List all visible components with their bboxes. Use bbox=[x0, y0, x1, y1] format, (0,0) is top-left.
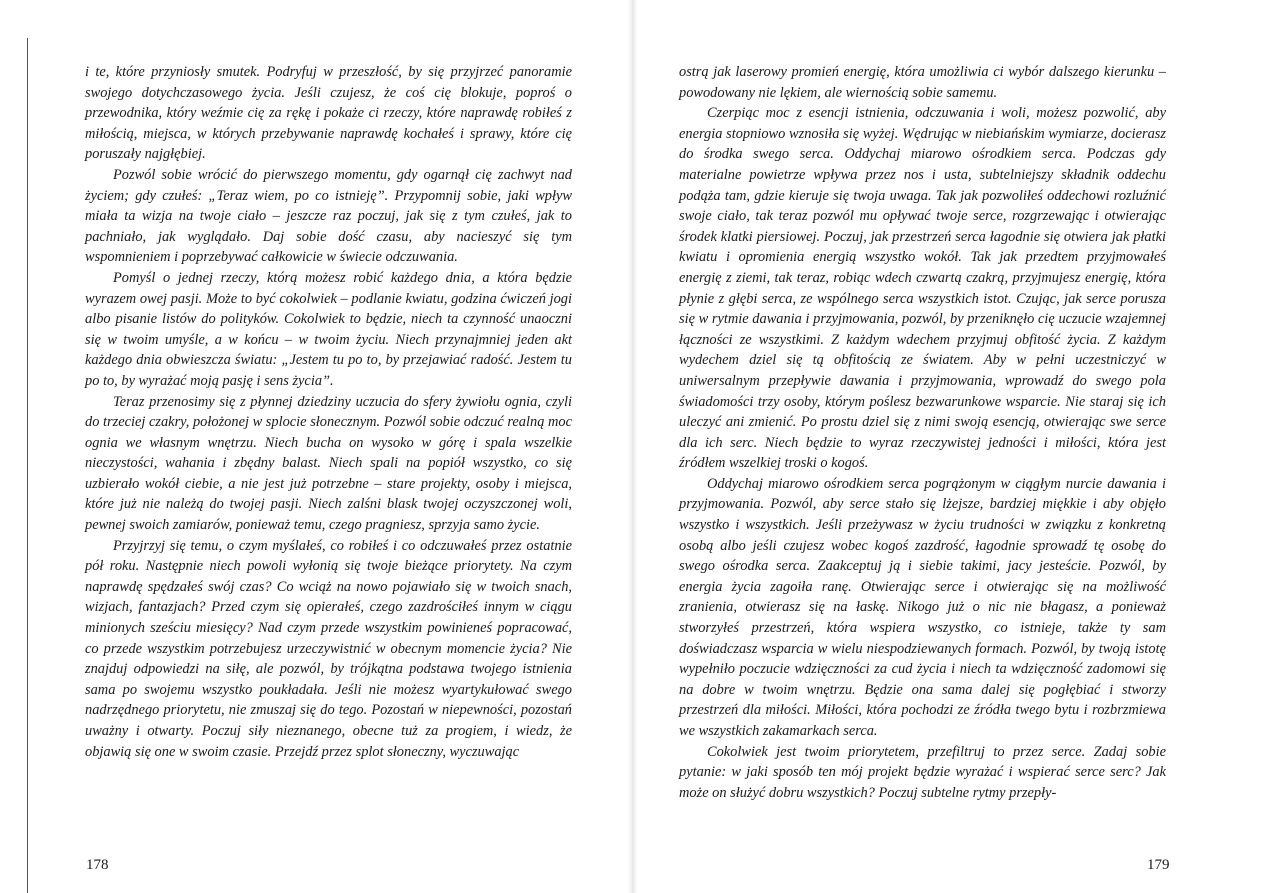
paragraph: ostrą jak laserowy promień energię, która umożliwia ci wybór dalszego kierunku – powodowany nie lękiem, ale wiernością sobie samemu. bbox=[679, 64, 1166, 101]
paragraph: i te, które przyniosły smutek. Podryfuj w przeszłość, by się przyjrzeć panoramie swojego dotychczasowego życia. Jeśli czujesz, że coś cię blokuje, poproś o przewodnika, który weźmie cię za rękę i pokaże ci rzeczy, które naprawdę robiłeś z miłością, miejsca, w których przebywanie naprawdę kochałeś i sprawy, które cię poruszały najgłębiej. bbox=[85, 64, 572, 163]
scan-edge-line bbox=[27, 38, 28, 893]
paragraph: Oddychaj miarowo ośrodkiem serca pogrążonym w ciągłym nurcie dawania i przyjmowania. Pozwól, aby serce stało się lżejsze, bardziej miękkie i aby objęło wszystko i wszystkich. Jeśli przeżywasz w życiu trudności w związku z konkretną osobą albo jeśli czujesz wobec kogoś zazdrość, łagodnie sprowadź tę osobę do swego ośrodka serca. Zaakceptuj ją i siebie takimi, jacy jesteście. Pozwól, by energia życia zagoiła ranę. Otwierając serce i otwierając się na możliwość zranienia, otwierasz się na łaskę. Nikogo już o nic nie błagasz, a ponieważ stworzyłeś przestrzeń, która wspiera wszystko, co istnieje, także ty sam doświadczasz wsparcia w wielu niespodziewanych formach. Pozwól, by twoją istotę wypełniło poczucie wdzięczności za cud życia i niech ta wdzięczność zadomowi się na dobre w twoim wnętrzu. Będzie ona sama dalej się pogłębiać i stworzy przestrzeń dla miłości. Miłości, która pochodzi ze źródła twego bytu i rozbrzmiewa we wszystkich zakamarkach serca. bbox=[679, 475, 1166, 739]
paragraph: Przyjrzyj się temu, o czym myślałeś, co robiłeś i co odczuwałeś przez ostatnie pół roku. Następnie niech powoli wyłonią się twoje bieżące priorytety. Na czym naprawdę spędzałeś swój czas? Co wciąż na nowo pojawiało się w twoich snach, wizjach, fantazjach? Przed czym się opierałeś, czego zazdrościłeś innym w ciągu minionych sześciu miesięcy? Nad czym przede wszystkim powinieneś popracować, co przede wszystkim potrzebujesz urzeczywistnić w obecnym momencie życia? Nie znajduj odpowiedzi na siłę, ale pozwól, by trójkątna podstawa twojego istnienia sama po swojemu wszystko poukładała. Jeśli nie możesz wyartykułować swego nadrzędnego priorytetu, nie zmuszaj się do tego. Pozostań w niepewności, pozostań uważny i otwarty. Poczuj siły nieznanego, obecne tuż za progiem, i wiedz, że objawią się one w swoim czasie. Przejdź przez splot słoneczny, wyczuwając bbox=[85, 537, 572, 760]
paragraph: Pozwól sobie wrócić do pierwszego momentu, gdy ogarnął cię zachwyt nad życiem; gdy czułeś: „Teraz wiem, po co istnieję”. Przypomnij sobie, jaki wpływ miała ta wizja na twoje ciało – jeszcze raz poczuj, jak się z tym czułeś, jak to pachniało, jak wyglądało. Daj sobie dość czasu, aby nacieszyć się tym wspomnieniem i poprzebywać całkowicie w świecie odczuwania. bbox=[85, 166, 572, 266]
book-spine-shadow bbox=[627, 0, 637, 893]
right-page-text bbox=[679, 62, 1166, 803]
paragraph: Cokolwiek jest twoim priorytetem, przefiltruj to przez serce. Zadaj sobie pytanie: w jaki sposób ten mój projekt będzie wyrażać i wspierać serce serc? Jak może on służyć dobru wszystkich? Poczuj subtelne rytmy przepły- bbox=[679, 743, 1166, 801]
paragraph: Teraz przenosimy się z płynnej dziedziny uczucia do sfery żywiołu ognia, czyli do trzeciej czakry, położonej w splocie słonecznym. Pozwól sobie odczuć realną moc ognia we własnym wnętrzu. Niech bucha on wysoko w górę i spala wszelkie nieczystości, wahania i zbędny balast. Niech spali na popiół wszystko, co się uzbierało wokół ciebie, a nie jest już potrzebne – stare projekty, osoby i miejsca, które już nie należą do twojej pasji. Niech zalśni blask twojej oczyszczonej woli, pewnej swoich zamiarów, ponieważ temu, czego pragniesz, sprzyja samo życie. bbox=[85, 393, 572, 534]
paragraph: Czerpiąc moc z esencji istnienia, odczuwania i woli, możesz pozwolić, aby energia stopniowo wznosiła się wyżej. Wędrując w niebiańskim wymiarze, docierasz do środka swego serca. Oddychaj miarowo ośrodkiem serca. Podczas gdy materialne powietrze wpływa przez nos i usta, subtelniejszy składnik oddechu podąża tam, gdzie kieruje się twoja uwaga. Tak jak pozwoliłeś oddechowi rozluźnić swoje ciało, tak teraz pozwól mu opływać twoje serce, rozgrzewając i otwierając środek klatki piersiowej. Poczuj, jak przestrzeń serca łagodnie się otwiera jak płatki kwiatu i opromienia energią wszystko wokół. Tak jak przedtem przyjmowałeś energię z ziemi, tak teraz, robiąc wdech czwartą czakrą, przyjmujesz energię, która płynie z głębi serca, ze wspólnego serca wszystkich istot. Czując, jak serce porusza się w rytmie dawania i przyjmowania, pozwól, by przeniknęło cię uczucie wzajemnej łączności ze wszystkimi. Z każdym wdechem przyjmuj obfitość życia. Z każdym wydechem dziel się tą obfitością ze światem. Aby w pełni uczestniczyć w uniwersalnym przepływie dawania i przyjmowania, wprowadź do swego pola świadomości trzy osoby, którym poślesz bezwarunkowe wsparcie. Nie staraj się ich uleczyć ani zmienić. Po prostu dziel się z nimi swoją esencją, otwierając swe serce dla ich serc. Niech będzie to wyraz rzeczywistej jedności i miłości, która jest źródłem wszelkiej troski o kogoś. bbox=[679, 105, 1166, 472]
left-page-text bbox=[85, 62, 572, 762]
page-number-right: 179 bbox=[1147, 857, 1170, 873]
paragraph: Pomyśl o jednej rzeczy, którą możesz robić każdego dnia, a która będzie wyrazem owej pasji. Może to być cokolwiek – podlanie kwiatu, godzina ćwiczeń jogi albo pisanie listów do polityków. Cokolwiek to będzie, niech ta czynność unaoczni się w twoim umyśle, a w końcu – w twoim życiu. Niech przynajmniej jeden akt każdego dnia obwieszcza światu: „Jestem tu po to, by przejawiać radość. Jestem tu po to, by wyrażać moją pasję i sens życia”. bbox=[85, 269, 572, 389]
page-number-left: 178 bbox=[86, 857, 109, 873]
